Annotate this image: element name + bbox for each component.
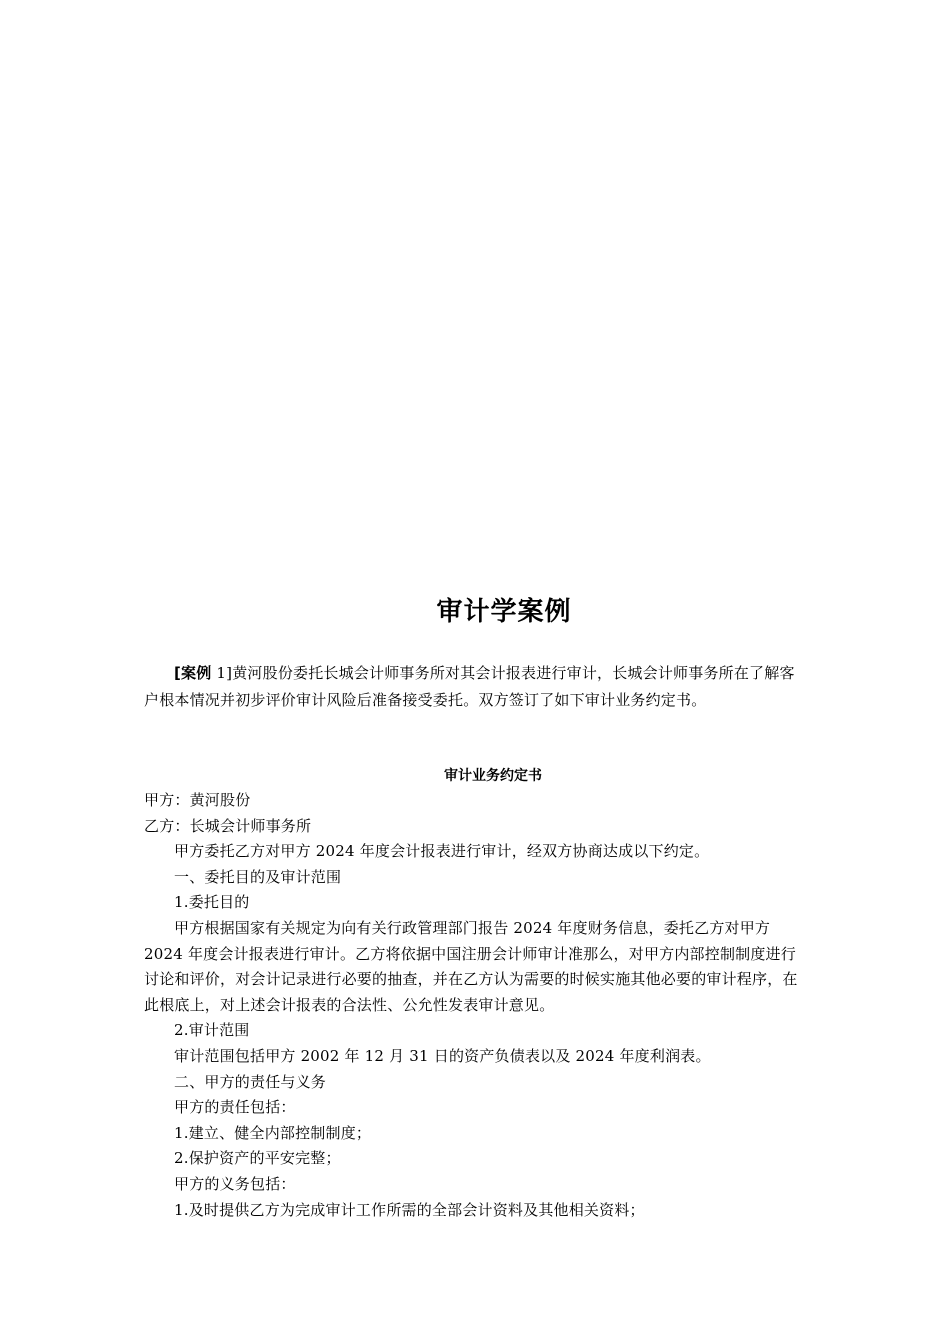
section-1-heading: 一、委托目的及审计范围 — [174, 867, 342, 886]
section-1-item-2-paragraph: 审计范围包括甲方 2002 年 12 月 31 日的资产负债表以及 2024 年度利润表。 — [174, 1046, 711, 1065]
case-label: [案例 — [174, 664, 212, 682]
responsibility-item-1: 1.建立、健全内部控制制度； — [174, 1123, 372, 1142]
contract-body — [144, 788, 809, 1223]
case-intro-text: 黄河股份委托长城会计师事务所对其会计报表进行审计，长城会计师事务所在了解客户根本情况并初步评价审计风险后准备接受委托。双方签订了如下审计业务约定书。 — [144, 664, 795, 709]
case-intro-paragraph — [144, 660, 809, 714]
section-1-item-1-paragraph: 甲方根据国家有关规定为向有关行政管理部门报告 2024 年度财务信息，委托乙方对甲方 2024 年度会计报表进行审计。乙方将依据中国注册会计师审计准那么，对甲方内部控制制度进行讨论和评价，对会计记录进行必要的抽查，并在乙方认为需要的时候实施其他必要的审计程序，在此根底上，对上述会计报表的合法性、公允性发表审计意见。 — [144, 918, 798, 1014]
obligation-item-1: 1.及时提供乙方为完成审计工作所需的全部会计资料及其他相关资料； — [174, 1200, 645, 1219]
section-1-item-1-heading: 1.委托目的 — [174, 893, 250, 912]
contract-preamble: 甲方委托乙方对甲方 2024 年度会计报表进行审计，经双方协商达成以下约定。 — [174, 842, 710, 861]
section-2-heading: 二、甲方的责任与义务 — [174, 1072, 327, 1091]
party-b-line: 乙方：长城会计师事务所 — [144, 816, 312, 835]
party-a-line: 甲方：黄河股份 — [144, 791, 251, 809]
section-1-item-2-heading: 2.审计范围 — [174, 1021, 250, 1040]
obligations-heading: 甲方的义务包括： — [174, 1174, 296, 1193]
responsibilities-heading: 甲方的责任包括： — [174, 1098, 296, 1117]
document-title: 审计学案例 — [436, 597, 572, 627]
responsibility-item-2: 2.保护资产的平安完整； — [174, 1149, 341, 1168]
case-number: 1] — [211, 664, 233, 682]
contract-title: 审计业务约定书 — [444, 768, 542, 784]
